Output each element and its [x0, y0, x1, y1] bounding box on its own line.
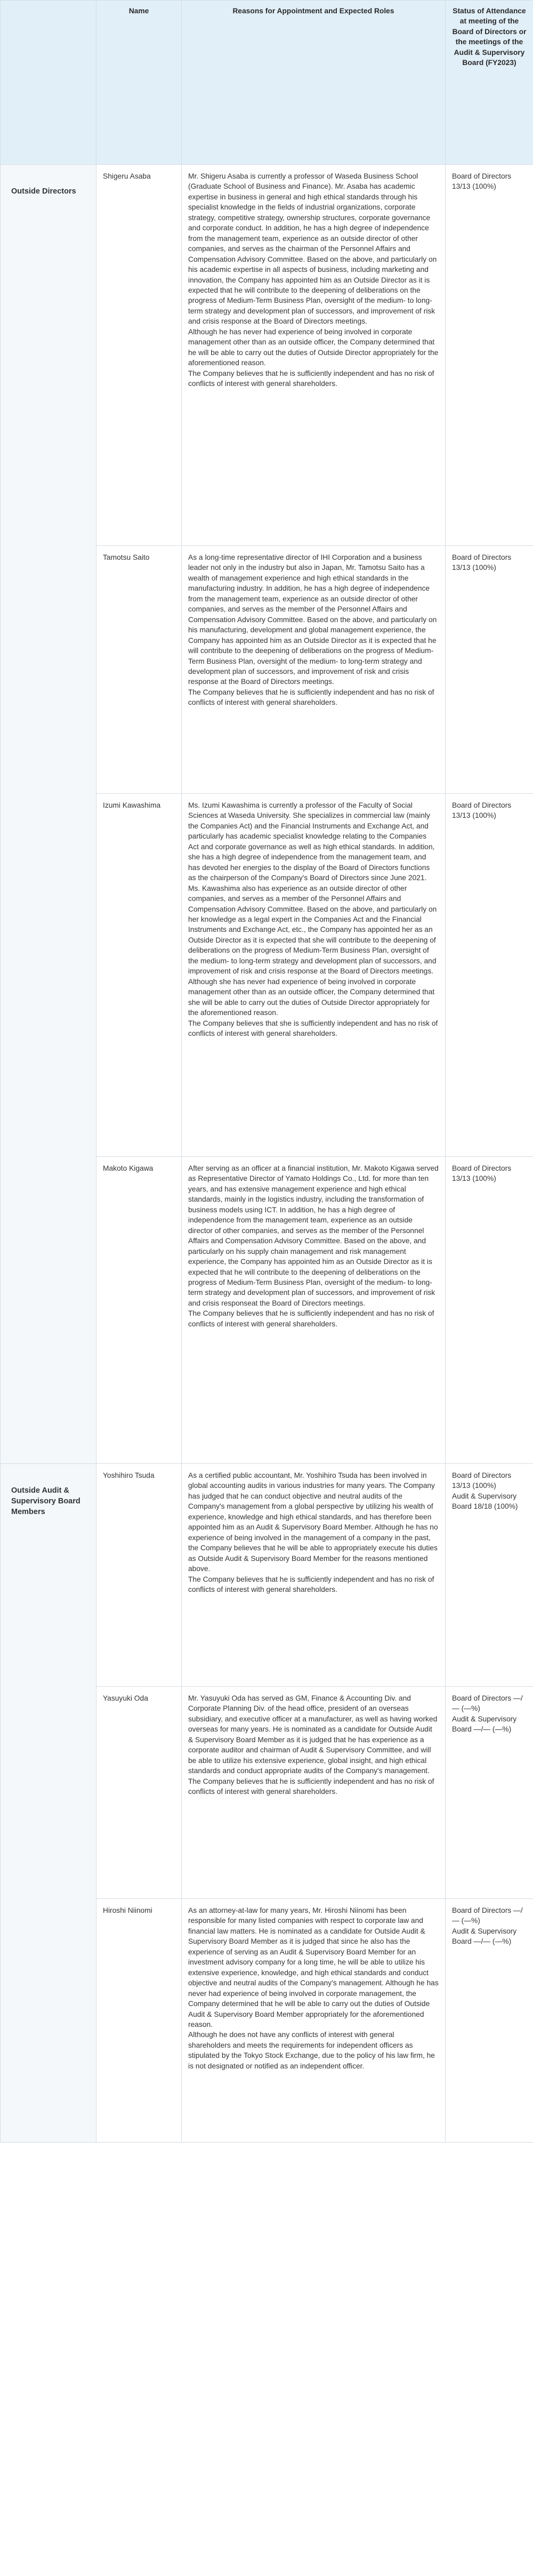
- reason-paragraph: As a certified public accountant, Mr. Yoshihiro Tsuda has been involved in global accounting audits in various industries for many years. The Company has judged that he can conduct objective and neutral audits of the Company's management from a global perspective by utilizing his wealth of experience, knowledge and high ethical standards, and has therefore been appointed him as an Audit & Supervisory Board Member. Although he has no experience of being involved in the management of a company in the past, the Company believes that he will be able to appropriately execute his duties as Outside Audit & Supervisory Board Member for the reasons mentioned above.: [188, 1471, 438, 1573]
- table-row: [1, 1464, 533, 1687]
- attendance-board: Board of Directors 13/13 (100%): [452, 801, 512, 820]
- category-outside-directors: Outside Directors: [1, 165, 96, 1464]
- reason-paragraph: The Company believes that he is sufficiently independent and has no risk of conflicts of interest with general shareholders.: [188, 1575, 434, 1593]
- reason-paragraph: Mr. Shigeru Asaba is currently a professor of Waseda Business School (Graduate School of Business and Finance). Mr. Asaba has academic expertise in business in general and high ethical standards through his specialist knowledge in the fields of industrial organizations, corporate strategy, competitive strategy, ownership structures, corporate governance and corporate conduct. In addition, he has a high degree of independence from the management team, experience as an outside director of other companies, and serves as the chairman of the Personnel Affairs and Compensation Advisory Committee. Based on the above, and particularly on his academic expertise in all aspects of business, including marketing and innovation, the Company has appointed him as an Outside Director as it is expected that he will contribute to the deepening of deliberations on the progress of Medium-Term Business Plan, oversight of the medium- to long-term strategy and development plan of successors, and improvement of risk and crisis response at the Board of Directors meetings.: [188, 172, 437, 326]
- member-attendance: [446, 794, 533, 1157]
- header-name: Name: [96, 1, 182, 165]
- attendance-audit-board: Audit & Supervisory Board 18/18 (100%): [452, 1492, 518, 1511]
- member-reasons: [182, 1899, 446, 2143]
- header-category: [1, 1, 96, 165]
- reason-paragraph: The Company believes that he is sufficiently independent and has no risk of conflicts of interest with general shareholders.: [188, 1777, 434, 1796]
- reason-paragraph: Although he has never had experience of being involved in corporate management other than as an outside officer, the Company determined that he will be able to carry out the duties of Outside Director appropriately for the aforementioned reason.: [188, 327, 439, 367]
- reason-paragraph: After serving as an officer at a financial institution, Mr. Makoto Kigawa served as Representative Director of Yamato Holdings Co., Ltd. for more than ten years, and has extensive management experience and high ethical standards, mainly in the logistics industry, including the transformation of business models using ICT. In addition, he has a high degree of independence from the management team, experience as an outside director of other companies, and serves as the member of the Personnel Affairs and Compensation Advisory Committee. Based on the above, and particularly on his supply chain management and risk management experience, the Company has appointed him as an Outside Director as it is expected that he will contribute to the deepening of deliberations on the progress of Medium-Term Business Plan, oversight of the medium- to long-term strategy and development plan of successors, and improvement of risk and crisis responseat the Board of Directors meetings.: [188, 1164, 439, 1307]
- member-name: Makoto Kigawa: [96, 1157, 182, 1464]
- reason-paragraph: The Company believes that he is sufficiently independent and has no risk of conflicts of interest with general shareholders.: [188, 369, 434, 388]
- attendance-board: Board of Directors 13/13 (100%): [452, 553, 512, 572]
- attendance-audit-board: Audit & Supervisory Board —/— (—%): [452, 1714, 517, 1734]
- member-attendance: [446, 165, 533, 546]
- table-row: [1, 165, 533, 546]
- reason-paragraph: As a long-time representative director of IHI Corporation and a business leader not only in the industry but also in Japan, Mr. Tamotsu Saito has a wealth of management experience and high ethical standards in the manufacturing industry. In addition, he has a high degree of independence from the management team, experience as an outside director of other companies, and serves as the member of the Personnel Affairs and Compensation Advisory Committee. Based on the above, and particularly on his manufacturing, development and global management experience, the Company has appointed him as an Outside Director as it is expected that he will contribute to the deepening of deliberations on the progress of Medium-Term Business Plan, oversight of the medium- to long-term strategy and development plan of successors, and improvement of risk and crisis response at the Board of Directors meetings.: [188, 553, 437, 686]
- member-name: Shigeru Asaba: [96, 165, 182, 546]
- member-name: Yasuyuki Oda: [96, 1687, 182, 1899]
- member-reasons: [182, 546, 446, 794]
- reason-paragraph: The Company believes that he is sufficiently independent and has no risk of conflicts of interest with general shareholders.: [188, 1309, 434, 1328]
- reason-paragraph: Although he does not have any conflicts of interest with general shareholders and meets the requirements for independent officers as stipulated by the Tokyo Stock Exchange, due to the policy of his law firm, he is not designated or notified as an independent officer.: [188, 2031, 435, 2070]
- member-name: Yoshihiro Tsuda: [96, 1464, 182, 1687]
- member-reasons: [182, 794, 446, 1157]
- member-reasons: [182, 165, 446, 546]
- reason-paragraph: As an attorney-at-law for many years, Mr. Hiroshi Niinomi has been responsible for many listed companies with respect to corporate law and financial law matters. He is nominated as a candidate for Outside Audit & Supervisory Board Member as it is judged that since he also has the experience of serving as an Audit & Supervisory Board Member for an investment advisory company for a long time, he will be able to utilize his extensive experience, knowledge, and high ethical standards and conduct objective and neutral audits of the Company's management. Although he has never had experience of being involved in corporate management, the Company determined that he will be able to carry out the duties of Outside Audit & Supervisory Board Member appropriately for the aforementioned reason.: [188, 1906, 439, 2028]
- reason-paragraph: The Company believes that he is sufficiently independent and has no risk of conflicts of interest with general shareholders.: [188, 688, 434, 707]
- attendance-board: Board of Directors —/— (—%): [452, 1694, 523, 1713]
- attendance-audit-board: Audit & Supervisory Board —/— (—%): [452, 1927, 517, 1946]
- attendance-board: Board of Directors 13/13 (100%): [452, 172, 512, 191]
- member-attendance: [446, 1687, 533, 1899]
- member-name: Izumi Kawashima: [96, 794, 182, 1157]
- attendance-board: Board of Directors —/— (—%): [452, 1906, 523, 1925]
- member-reasons: [182, 1687, 446, 1899]
- member-attendance: [446, 1899, 533, 2143]
- reason-paragraph: Ms. Izumi Kawashima is currently a professor of the Faculty of Social Sciences at Waseda University. She specializes in commercial law (mainly the Companies Act) and the Financial Instruments and Exchange Act, and particularly has academic specialist knowledge relating to the Companies Act and corporate governance as well as high ethical standards. In addition, she has a high degree of independence from the management team, and has devoted her energies to the display of the Board of Directors functions as the chairperson of the Company's Board of Directors since June 2021. Ms. Kawashima also has experience as an outside director of other companies, and serves as a member of the Personnel Affairs and Compensation Advisory Committee. Based on the above, and particularly on her knowledge as a legal expert in the Companies Act and the Financial Instruments and Exchange Act, etc., the Company has appointed her as an Outside Director as it is expected that she will contribute to the deepening of deliberations on the progress of Medium-Term Business Plan, oversight of the medium- to long-term strategy and development plan of successors, and improvement of risk and crisis response at the Board of Directors meetings. Although she has never had experience of being involved in corporate management other than as an outside officer, the Company determined that she will be able to carry out the duties of Outside Director appropriately for the aforementioned reason.: [188, 801, 437, 1017]
- member-attendance: [446, 1464, 533, 1687]
- header-reasons: Reasons for Appointment and Expected Roles: [182, 1, 446, 165]
- member-attendance: [446, 1157, 533, 1464]
- member-reasons: [182, 1464, 446, 1687]
- member-attendance: [446, 546, 533, 794]
- member-name: Hiroshi Niinomi: [96, 1899, 182, 2143]
- table-header-row: [1, 1, 533, 165]
- category-outside-audit-board: Outside Audit & Supervisory Board Members: [1, 1464, 96, 2143]
- header-attendance: Status of Attendance at meeting of the Board of Directors or the meetings of the Audit & Supervisory Board (FY2023): [446, 1, 533, 165]
- attendance-board: Board of Directors 13/13 (100%): [452, 1471, 512, 1490]
- attendance-board: Board of Directors 13/13 (100%): [452, 1164, 512, 1183]
- member-name: Tamotsu Saito: [96, 546, 182, 794]
- reason-paragraph: The Company believes that she is sufficiently independent and has no risk of conflicts of interest with general shareholders.: [188, 1019, 438, 1037]
- member-reasons: [182, 1157, 446, 1464]
- reason-paragraph: Mr. Yasuyuki Oda has served as GM, Finance & Accounting Div. and Corporate Planning Div. of the head office, president of an overseas subsidiary, and executive officer at a manufacturer, as well as having worked overseas for many years. He is nominated as a candidate for Outside Audit & Supervisory Board Member as it is judged that he has experience as a corporate auditor and chairman of Audit & Supervisory Committee, and will be able to utilize his extensive experience, global insight, and high ethical standards and conduct appropriate audits of the Company's management.: [188, 1694, 438, 1775]
